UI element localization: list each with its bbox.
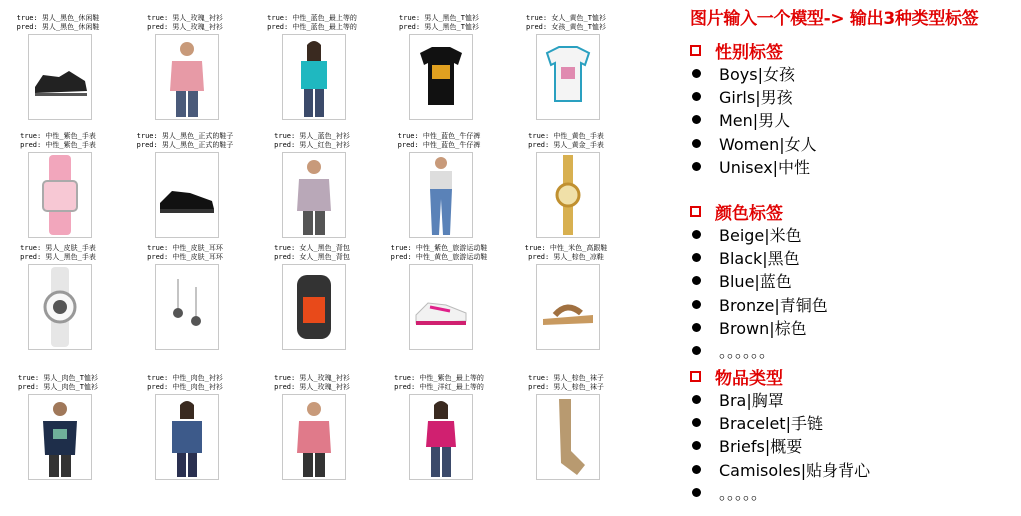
bullet-icon — [692, 276, 701, 285]
sneaker-icon — [28, 34, 92, 120]
pred-label: pred: 男人_黄金_手表 — [528, 141, 604, 149]
grid-cell — [122, 244, 248, 352]
grid-cell — [0, 14, 121, 122]
pred-label: pred: 中性_黄色_旅游运动鞋 — [390, 253, 488, 261]
true-label: true: 中性_皮肤_耳环 — [147, 244, 223, 252]
list-item: 。。。。。 — [690, 481, 870, 504]
true-label: true: 男人_棕色_袜子 — [528, 374, 604, 382]
sandal-icon — [536, 264, 600, 350]
magenta-top-woman-icon — [409, 394, 473, 480]
running-shoe-icon — [409, 264, 473, 350]
bullet-icon — [692, 465, 701, 474]
pred-label: pred: 中性_紫色_手表 — [20, 141, 96, 149]
navy-tshirt-man-icon — [28, 394, 92, 480]
jeans-icon — [409, 152, 473, 238]
pred-label: pred: 男人_黑色_休闲鞋 — [16, 23, 100, 31]
list-item: Bra|胸罩 — [690, 388, 870, 411]
true-label: true: 男人_黑色_休闲鞋 — [16, 14, 100, 22]
grid-cell — [249, 14, 375, 122]
pred-label: pred: 男人_玫瑰_衬衫 — [147, 23, 223, 31]
grid-cell — [376, 132, 502, 240]
panel-title: 图片输入一个模型-> 输出3种类型标签 — [690, 9, 979, 29]
true-label: true: 男人_蓝色_衬衫 — [274, 132, 350, 140]
list-item: Beige|米色 — [690, 223, 828, 246]
true-label: true: 中性_米色_高跟鞋 — [524, 244, 608, 252]
true-label: true: 男人_皮肤_手表 — [20, 244, 96, 252]
true-label: true: 中性_肉色_衬衫 — [147, 374, 223, 382]
section-item-type — [690, 364, 870, 504]
black-tshirt-icon — [409, 34, 473, 120]
grid-cell — [0, 132, 121, 240]
grid-cell — [503, 14, 629, 122]
section-title: 性别标签 — [715, 42, 783, 63]
socks-icon — [536, 394, 600, 480]
list-item: Brown|棕色 — [690, 316, 828, 339]
true-label: true: 中性_蓝色_最上等的 — [267, 14, 357, 22]
formal-shoe-icon — [155, 152, 219, 238]
true-label: true: 女人_黄色_T恤衫 — [526, 14, 606, 22]
grid-cell — [503, 244, 629, 352]
true-label: true: 中性_紫色_手表 — [20, 132, 96, 140]
grid-cell — [503, 132, 629, 240]
bullet-icon — [692, 418, 701, 427]
true-label: true: 男人_肉色_T恤衫 — [18, 374, 98, 382]
list-item: 。。。。。。 — [690, 339, 828, 362]
list-item: Bronze|青铜色 — [690, 293, 828, 316]
list-item: Bracelet|手链 — [690, 411, 870, 434]
bullet-icon — [692, 346, 701, 355]
pred-label: pred: 女孩_黄色_T恤衫 — [526, 23, 606, 31]
denim-shirt-woman-icon — [155, 394, 219, 480]
pink-watch-icon — [28, 152, 92, 238]
pred-label: pred: 男人_棕色_袜子 — [528, 383, 604, 391]
grid-cell — [0, 374, 121, 482]
true-label: true: 中性_紫色_旅游运动鞋 — [390, 244, 488, 252]
bullet-icon — [692, 92, 701, 101]
bullet-icon — [692, 488, 701, 497]
grid-cell — [249, 374, 375, 482]
pink-shirt-man2-icon — [282, 394, 346, 480]
section-gender — [690, 38, 817, 178]
pred-label: pred: 男人_黑色_T恤衫 — [399, 23, 479, 31]
pred-label: pred: 男人_红色_衬衫 — [274, 141, 350, 149]
true-label: true: 中性_紫色_最上等的 — [394, 374, 484, 382]
list-item: Blue|蓝色 — [690, 269, 828, 292]
section-title: 颜色标签 — [715, 203, 783, 224]
section-color — [690, 199, 828, 362]
grid-cell — [249, 132, 375, 240]
label-panel — [684, 0, 1021, 516]
list-item: Girls|男孩 — [690, 85, 817, 108]
woman-teal-top-icon — [282, 34, 346, 120]
grid-cell — [122, 132, 248, 240]
bullet-icon — [692, 441, 701, 450]
grid-cell — [503, 374, 629, 482]
pred-label: pred: 中性_洋红_最上等的 — [394, 383, 484, 391]
bullet-icon — [692, 69, 701, 78]
pred-label: pred: 男人_肉色_T恤衫 — [18, 383, 98, 391]
grid-cell — [249, 244, 375, 352]
bullet-icon — [692, 230, 701, 239]
true-label: true: 男人_黑色_正式的鞋子 — [136, 132, 234, 140]
list-item: Women|女人 — [690, 132, 817, 155]
bullet-icon — [692, 162, 701, 171]
list-item: Black|黑色 — [690, 246, 828, 269]
list-item: Men|男人 — [690, 108, 817, 131]
bullet-icon — [692, 300, 701, 309]
list-item: Unisex|中性 — [690, 155, 817, 178]
section-title: 物品类型 — [715, 368, 783, 389]
true-label: true: 中性_蓝色_牛仔裤 — [397, 132, 481, 140]
square-bullet-icon — [690, 206, 701, 217]
bullet-icon — [692, 395, 701, 404]
pred-label: pred: 女人_黑色_背包 — [274, 253, 350, 261]
bullet-icon — [692, 253, 701, 262]
gold-watch-icon — [536, 152, 600, 238]
pred-label: pred: 男人_黑色_手表 — [20, 253, 96, 261]
grid-cell — [376, 244, 502, 352]
true-label: true: 男人_玫瑰_衬衫 — [274, 374, 350, 382]
pred-label: pred: 男人_玫瑰_衬衫 — [274, 383, 350, 391]
true-label: true: 女人_黑色_背包 — [274, 244, 350, 252]
pred-label: pred: 中性_蓝色_最上等的 — [267, 23, 357, 31]
list-item: Boys|女孩 — [690, 62, 817, 85]
pred-label: pred: 中性_皮肤_耳环 — [147, 253, 223, 261]
pred-label: pred: 中性_肉色_衬衫 — [147, 383, 223, 391]
bullet-icon — [692, 323, 701, 332]
checked-shirt-man-icon — [282, 152, 346, 238]
square-bullet-icon — [690, 371, 701, 382]
grid-cell — [122, 374, 248, 482]
bullet-icon — [692, 139, 701, 148]
true-label: true: 男人_黑色_T恤衫 — [399, 14, 479, 22]
backpack-icon — [282, 264, 346, 350]
white-watch-icon — [28, 264, 92, 350]
list-item: Briefs|概要 — [690, 434, 870, 457]
white-tshirt-icon — [536, 34, 600, 120]
pred-label: pred: 男人_棕色_凉鞋 — [528, 253, 604, 261]
grid-cell — [376, 14, 502, 122]
grid-cell — [0, 244, 121, 352]
grid-cell — [122, 14, 248, 122]
pred-label: pred: 中性_蓝色_牛仔裤 — [397, 141, 481, 149]
true-label: true: 中性_黄色_手表 — [528, 132, 604, 140]
pred-label: pred: 男人_黑色_正式的鞋子 — [136, 141, 234, 149]
grid-cell — [376, 374, 502, 482]
bullet-icon — [692, 115, 701, 124]
square-bullet-icon — [690, 45, 701, 56]
true-label: true: 男人_玫瑰_衬衫 — [147, 14, 223, 22]
list-item: Camisoles|贴身背心 — [690, 458, 870, 481]
pink-shirt-man-icon — [155, 34, 219, 120]
earrings-icon — [155, 264, 219, 350]
